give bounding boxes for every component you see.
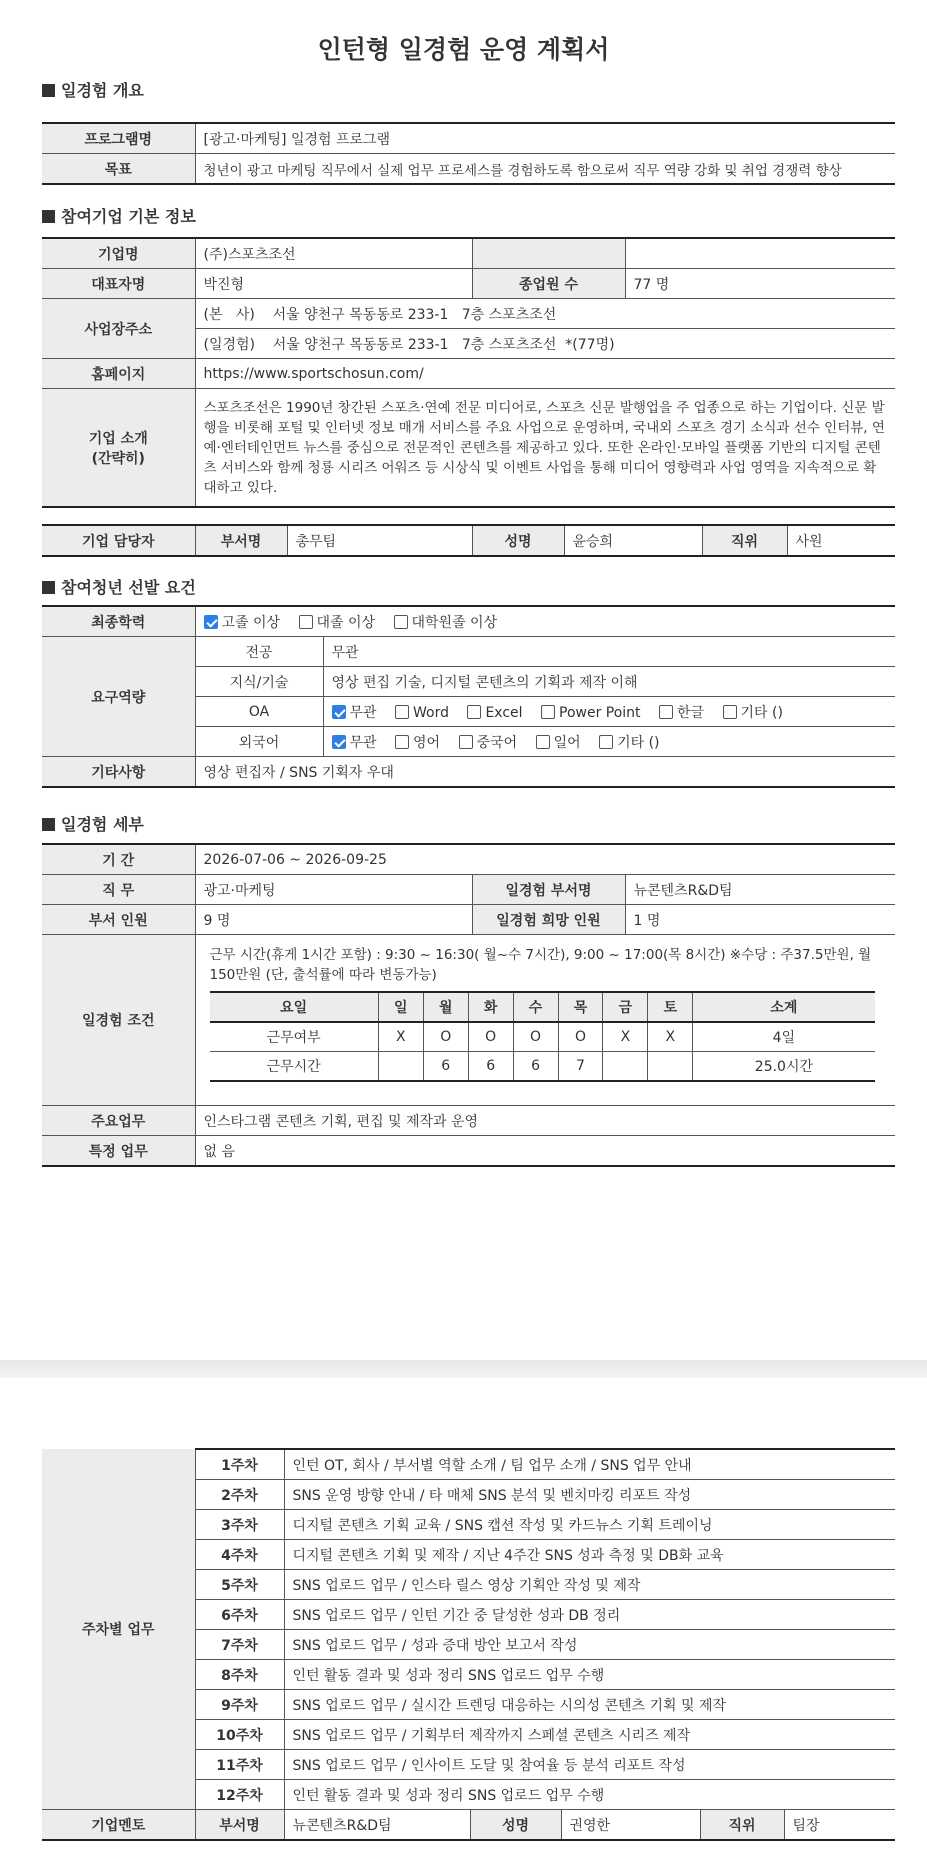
education-label: 최종학력 xyxy=(42,606,195,637)
competency-label: 요구역량 xyxy=(42,637,195,757)
option-label: 한글 xyxy=(677,704,705,721)
schedule-hours-row xyxy=(210,1052,875,1082)
week-number: 12주차 xyxy=(195,1780,284,1810)
mentor-row xyxy=(42,1810,895,1841)
checkbox-icon[interactable] xyxy=(459,735,473,749)
education-option[interactable] xyxy=(394,615,498,631)
schedule-cell: 수 xyxy=(513,992,558,1022)
staff-value: 9 명 xyxy=(195,905,472,935)
contact-dept-value: 총무팀 xyxy=(287,525,472,556)
company-name-value: (주)스포츠조선 xyxy=(195,238,472,269)
requirements-table xyxy=(42,605,895,788)
skill-label: 지식/기술 xyxy=(195,667,323,697)
week-number: 5주차 xyxy=(195,1570,284,1600)
mentor-name-value: 권영한 xyxy=(569,1817,611,1834)
week-number: 3주차 xyxy=(195,1510,284,1540)
schedule-cell: O xyxy=(423,1022,468,1052)
main-task-value: 인스타그램 콘텐츠 기획, 편집 및 제작과 운영 xyxy=(195,1106,895,1136)
mentor-position-value: 팀장 xyxy=(792,1817,820,1834)
option-label: 중국어 xyxy=(476,734,518,751)
mentor-name-label: 성명 xyxy=(470,1810,562,1839)
detail-table xyxy=(42,843,895,1167)
week-number: 1주차 xyxy=(195,1449,284,1480)
checkbox-icon[interactable] xyxy=(536,735,550,749)
page-title: 인턴형 일경험 운영 계획서 xyxy=(317,35,610,64)
option-label: 대졸 이상 xyxy=(316,614,376,631)
schedule-cell: X xyxy=(648,1022,693,1052)
contact-name-label: 성명 xyxy=(472,525,564,556)
schedule-table xyxy=(210,991,875,1082)
checkbox-icon[interactable] xyxy=(467,705,481,719)
section-heading-overview xyxy=(42,78,144,101)
employees-label: 종업원 수 xyxy=(472,269,625,299)
option-label: 무관 xyxy=(349,734,377,751)
checkbox-icon[interactable] xyxy=(395,735,409,749)
checkbox-icon[interactable] xyxy=(723,705,737,719)
work-dept-value: 뉴콘텐츠R&D팀 xyxy=(625,875,895,905)
option-label: Excel xyxy=(485,704,523,721)
schedule-cell: O xyxy=(468,1022,513,1052)
checkbox-checked-icon[interactable] xyxy=(332,705,346,719)
week-task: SNS 운영 방향 안내 / 타 매체 SNS 분석 및 벤치마킹 리포트 작성 xyxy=(284,1480,895,1510)
square-bullet-icon xyxy=(42,84,55,97)
job-value: 광고·마케팅 xyxy=(195,875,472,905)
week-number: 6주차 xyxy=(195,1600,284,1630)
week-task: 인턴 활동 결과 및 성과 정리 SNS 업로드 업무 수행 xyxy=(284,1780,895,1810)
week-number: 11주차 xyxy=(195,1750,284,1780)
mentor-position-label: 직위 xyxy=(700,1810,785,1839)
schedule-cell: 6 xyxy=(423,1052,468,1082)
week-row xyxy=(42,1449,895,1480)
oa-option[interactable] xyxy=(541,705,641,721)
language-option[interactable] xyxy=(599,735,659,751)
homepage-link[interactable]: https://www.sportschosun.com/ xyxy=(195,359,895,389)
oa-option[interactable] xyxy=(467,705,522,721)
contact-label: 기업 담당자 xyxy=(42,525,195,556)
goal-label: 목표 xyxy=(42,154,195,185)
week-number: 10주차 xyxy=(195,1720,284,1750)
section-heading-text: 일경험 개요 xyxy=(61,81,144,100)
oa-option[interactable] xyxy=(723,705,783,721)
want-value: 1 명 xyxy=(625,905,895,935)
etc-value: 영상 편집자 / SNS 기획자 우대 xyxy=(195,757,895,788)
option-label: 무관 xyxy=(349,704,377,721)
checkbox-checked-icon[interactable] xyxy=(204,615,218,629)
checkbox-icon[interactable] xyxy=(599,735,613,749)
checkbox-checked-icon[interactable] xyxy=(332,735,346,749)
schedule-cell: 요일 xyxy=(210,992,379,1022)
overview-table xyxy=(42,122,895,185)
week-task: 인턴 OT, 회사 / 부서별 역할 소개 / 팀 업무 소개 / SNS 업무 안내 xyxy=(284,1449,895,1480)
mentor-details xyxy=(285,1810,896,1839)
major-label: 전공 xyxy=(195,637,323,667)
language-option[interactable] xyxy=(459,735,518,751)
oa-option[interactable] xyxy=(332,705,377,721)
schedule-cell: 6 xyxy=(468,1052,513,1082)
week-number: 4주차 xyxy=(195,1540,284,1570)
oa-options xyxy=(323,697,895,727)
checkbox-icon[interactable] xyxy=(541,705,555,719)
option-label: 일어 xyxy=(553,734,581,751)
empty-label-cell xyxy=(472,238,625,269)
week-task: 디지털 콘텐츠 기획 및 제작 / 지난 4주간 SNS 성과 측정 및 DB화 교육 xyxy=(284,1540,895,1570)
mentor-dept-value xyxy=(284,1810,895,1841)
special-task-value: 없 음 xyxy=(195,1136,895,1167)
language-options xyxy=(323,727,895,757)
checkbox-icon[interactable] xyxy=(659,705,673,719)
contact-name-value: 윤승희 xyxy=(564,525,702,556)
special-task-label: 특정 업무 xyxy=(42,1136,195,1167)
week-task: SNS 업로드 업무 / 인스타 릴스 영상 기획안 작성 및 제작 xyxy=(284,1570,895,1600)
ceo-value: 박진형 xyxy=(195,269,472,299)
period-value: 2026-07-06 ~ 2026-09-25 xyxy=(195,844,895,875)
contact-dept-label: 부서명 xyxy=(195,525,287,556)
checkbox-icon[interactable] xyxy=(395,705,409,719)
section-heading-requirements xyxy=(42,575,196,598)
schedule-cell: 25.0시간 xyxy=(693,1052,875,1082)
condition-cell xyxy=(195,935,895,1106)
option-label: Power Point xyxy=(559,704,641,721)
oa-option[interactable] xyxy=(659,705,704,721)
contact-position-value: 사원 xyxy=(787,525,895,556)
schedule-cell: 화 xyxy=(468,992,513,1022)
schedule-cell xyxy=(378,1052,423,1082)
want-label: 일경험 희망 인원 xyxy=(472,905,625,935)
intro-label: 기업 소개 (간략히) xyxy=(42,389,195,508)
mentor-dept-value: 뉴콘텐츠R&D팀 xyxy=(292,1817,392,1834)
address-label: 사업장주소 xyxy=(42,299,195,359)
section-heading-text: 일경험 세부 xyxy=(61,815,144,834)
checkbox-icon[interactable] xyxy=(394,615,408,629)
contact-table xyxy=(42,524,895,557)
oa-option[interactable] xyxy=(395,705,449,721)
week-number: 8주차 xyxy=(195,1660,284,1690)
option-label: 기타 () xyxy=(740,704,783,721)
square-bullet-icon xyxy=(42,581,55,594)
empty-value-cell xyxy=(625,238,895,269)
week-number: 9주차 xyxy=(195,1690,284,1720)
program-value: [광고·마케팅] 일경험 프로그램 xyxy=(195,123,895,154)
period-label: 기 간 xyxy=(42,844,195,875)
oa-label: OA xyxy=(195,697,323,727)
week-number: 2주차 xyxy=(195,1480,284,1510)
schedule-cell: 일 xyxy=(378,992,423,1022)
ceo-label: 대표자명 xyxy=(42,269,195,299)
section-heading-text: 참여청년 선발 요건 xyxy=(61,578,196,597)
weekly-table xyxy=(42,1448,895,1841)
week-task: SNS 업로드 업무 / 기획부터 제작까지 스페셜 콘텐츠 시리즈 제작 xyxy=(284,1720,895,1750)
schedule-header-row xyxy=(210,992,875,1022)
schedule-cell: 7 xyxy=(558,1052,603,1082)
section-heading-company xyxy=(42,204,196,227)
program-label: 프로그램명 xyxy=(42,123,195,154)
schedule-cell xyxy=(603,1052,648,1082)
contact-position-label: 직위 xyxy=(702,525,787,556)
week-task: SNS 업로드 업무 / 성과 증대 방안 보고서 작성 xyxy=(284,1630,895,1660)
schedule-cell: 근무여부 xyxy=(210,1022,379,1052)
week-task: SNS 업로드 업무 / 인턴 기간 중 달성한 성과 DB 정리 xyxy=(284,1600,895,1630)
section-heading-detail xyxy=(42,812,144,835)
schedule-cell: 월 xyxy=(423,992,468,1022)
homepage-label: 홈페이지 xyxy=(42,359,195,389)
language-label: 외국어 xyxy=(195,727,323,757)
language-option[interactable] xyxy=(395,735,440,751)
job-label: 직 무 xyxy=(42,875,195,905)
mentor-dept-label: 부서명 xyxy=(195,1810,284,1841)
schedule-cell: X xyxy=(378,1022,423,1052)
staff-label: 부서 인원 xyxy=(42,905,195,935)
skill-value: 영상 편집 기술, 디지털 콘텐츠의 기획과 제작 이해 xyxy=(323,667,895,697)
checkbox-icon[interactable] xyxy=(299,615,313,629)
schedule-cell: X xyxy=(603,1022,648,1052)
mentor-label: 기업멘토 xyxy=(42,1810,195,1841)
schedule-cell: 근무시간 xyxy=(210,1052,379,1082)
week-task: SNS 업로드 업무 / 실시간 트렌딩 대응하는 시의성 콘텐츠 기획 및 제작 xyxy=(284,1690,895,1720)
address-main: (본 사) 서울 양천구 목동동로 233-1 7층 스포츠조선 xyxy=(195,299,895,329)
week-task: 디지털 콘텐츠 기획 교육 / SNS 캡션 작성 및 카드뉴스 기획 트레이닝 xyxy=(284,1510,895,1540)
page-divider xyxy=(0,1360,927,1378)
weekly-label: 주차별 업무 xyxy=(42,1449,195,1810)
schedule-cell: O xyxy=(558,1022,603,1052)
option-label: Word xyxy=(413,704,449,721)
language-option[interactable] xyxy=(332,735,377,751)
work-dept-label: 일경험 부서명 xyxy=(472,875,625,905)
option-label: 기타 () xyxy=(617,734,660,751)
square-bullet-icon xyxy=(42,210,55,223)
language-option[interactable] xyxy=(536,735,581,751)
section-heading-text: 참여기업 기본 정보 xyxy=(61,207,196,226)
intro-value: 스포츠조선은 1990년 창간된 스포츠·연예 전문 미디어로, 스포츠 신문 발행업을 주 업종으로 하는 기업이다. 신문 발행을 비롯해 포털 및 인터넷 정보 매개 서비스를 주요 사업으로 운영하며, 국내외 스포츠 경기 소식과 선수 인터뷰, 연예·엔터테인먼트 뉴스를 중심으로 전문적인 콘텐츠를 제공하고 있다. 또한 온라인·모바일 플랫폼 기반의 디지털 콘텐츠 서비스와 함께 청룡 시리즈 어워즈 등 시상식 및 이벤트 사업을 통해 미디어 영향력과 사업 영역을 지속적으로 확대하고 있다. xyxy=(195,389,895,508)
option-label: 영어 xyxy=(413,734,441,751)
main-task-label: 주요업무 xyxy=(42,1106,195,1136)
education-options xyxy=(195,606,895,637)
company-name-label: 기업명 xyxy=(42,238,195,269)
education-option[interactable] xyxy=(204,615,281,631)
etc-label: 기타사항 xyxy=(42,757,195,788)
schedule-cell: 토 xyxy=(648,992,693,1022)
condition-label: 일경험 조건 xyxy=(42,935,195,1106)
week-number: 7주차 xyxy=(195,1630,284,1660)
schedule-cell: 6 xyxy=(513,1052,558,1082)
schedule-cell: 소계 xyxy=(693,992,875,1022)
page-two xyxy=(0,1378,927,1858)
schedule-cell xyxy=(648,1052,693,1082)
schedule-cell: 목 xyxy=(558,992,603,1022)
week-task: SNS 업로드 업무 / 인사이트 도달 및 참여율 등 분석 리포트 작성 xyxy=(284,1750,895,1780)
option-label: 대학원졸 이상 xyxy=(411,614,498,631)
employees-value: 77 명 xyxy=(625,269,895,299)
square-bullet-icon xyxy=(42,818,55,831)
education-option[interactable] xyxy=(299,615,376,631)
option-label: 고졸 이상 xyxy=(221,614,281,631)
schedule-work-row xyxy=(210,1022,875,1052)
goal-value: 청년이 광고 마케팅 직무에서 실제 업무 프로세스를 경험하도록 함으로써 직무 역량 강화 및 취업 경쟁력 향상 xyxy=(195,154,895,185)
week-task: 인턴 활동 결과 및 성과 정리 SNS 업로드 업무 수행 xyxy=(284,1660,895,1690)
weekly-body xyxy=(42,1449,895,1840)
major-value: 무관 xyxy=(323,637,895,667)
company-table xyxy=(42,237,895,508)
schedule-cell: O xyxy=(513,1022,558,1052)
schedule-cell: 4일 xyxy=(693,1022,875,1052)
schedule-cell: 금 xyxy=(603,992,648,1022)
address-work: (일경험) 서울 양천구 목동동로 233-1 7층 스포츠조선 *(77명) xyxy=(195,329,895,359)
condition-text: 근무 시간(휴게 1시간 포함) : 9:30 ~ 16:30( 월~수 7시간), 9:00 ~ 17:00(목 8시간) ※수당 : 주37.5만원, 월 150만원 (단, 출석률에 따라 변동가능) xyxy=(209,947,872,983)
